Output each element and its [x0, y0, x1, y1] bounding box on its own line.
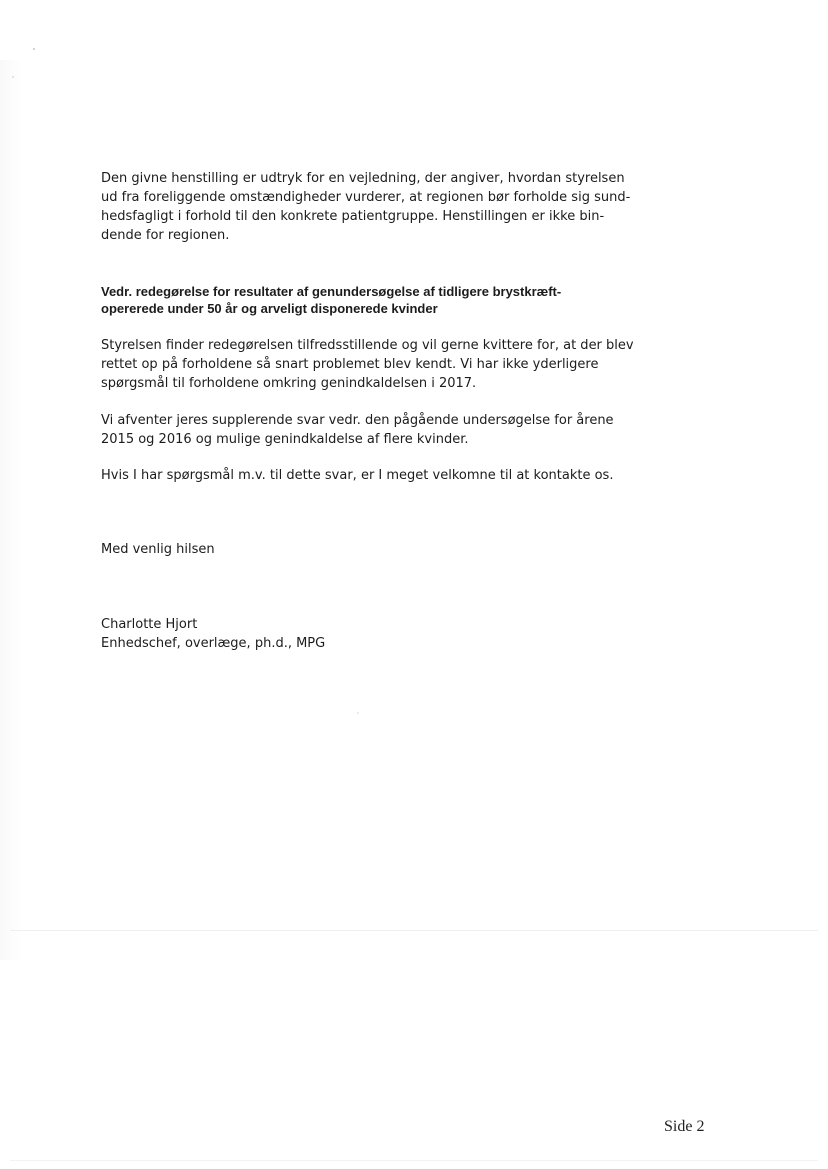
- body-paragraph-contact: [101, 466, 621, 485]
- intro-line: Den givne henstilling er udtryk for en vejledning, der angiver, hvordan styrelsen: [101, 171, 625, 186]
- intro-line: hedsfagligt i forhold til den konkrete patientgruppe. Henstillingen er ikke bin-: [101, 209, 605, 224]
- body-paragraph-awaiting: [101, 411, 621, 449]
- scan-speck: [33, 48, 35, 50]
- paragraph-line: 2015 og 2016 og mulige genindkaldelse af flere kvinder.: [101, 432, 469, 447]
- signature-name: Charlotte Hjort: [101, 617, 198, 632]
- paragraph-line: Styrelsen finder redegørelsen tilfredsstillende og vil gerne kvittere for, at der blev: [101, 338, 634, 353]
- intro-line: ud fra foreliggende omstændigheder vurderer, at regionen bør forholde sig sund-: [101, 190, 631, 205]
- heading-line: Vedr. redegørelse for resultater af genundersøgelse af tidligere brystkræft-: [101, 284, 562, 299]
- page-number: Side 2: [664, 1118, 705, 1135]
- section-heading: [101, 283, 621, 317]
- heading-line: opererede under 50 år og arveligt disponerede kvinder: [101, 301, 438, 316]
- scan-fold-line: [10, 930, 818, 931]
- scan-speck: [12, 76, 14, 78]
- paragraph-line: spørgsmål til forholdene omkring genindkaldelsen i 2017.: [101, 376, 477, 391]
- body-paragraph-assessment: [101, 336, 634, 393]
- scan-edge-shading: [0, 60, 22, 960]
- intro-paragraph: [101, 169, 631, 245]
- scan-speck: [357, 712, 359, 714]
- signature-title: Enhedschef, overlæge, ph.d., MPG: [101, 636, 326, 651]
- paragraph-line: rettet op på forholdene så snart problemet blev kendt. Vi har ikke yderligere: [101, 357, 599, 372]
- scan-bottom-line: [10, 1160, 818, 1161]
- closing-greeting: Med venlig hilsen: [101, 542, 215, 557]
- intro-line: dende for regionen.: [101, 228, 230, 243]
- paragraph-line: Vi afventer jeres supplerende svar vedr. den pågående undersøgelse for årene: [101, 413, 614, 428]
- paragraph-line: Hvis I har spørgsmål m.v. til dette svar, er I meget velkomne til at kontakte os.: [101, 468, 614, 483]
